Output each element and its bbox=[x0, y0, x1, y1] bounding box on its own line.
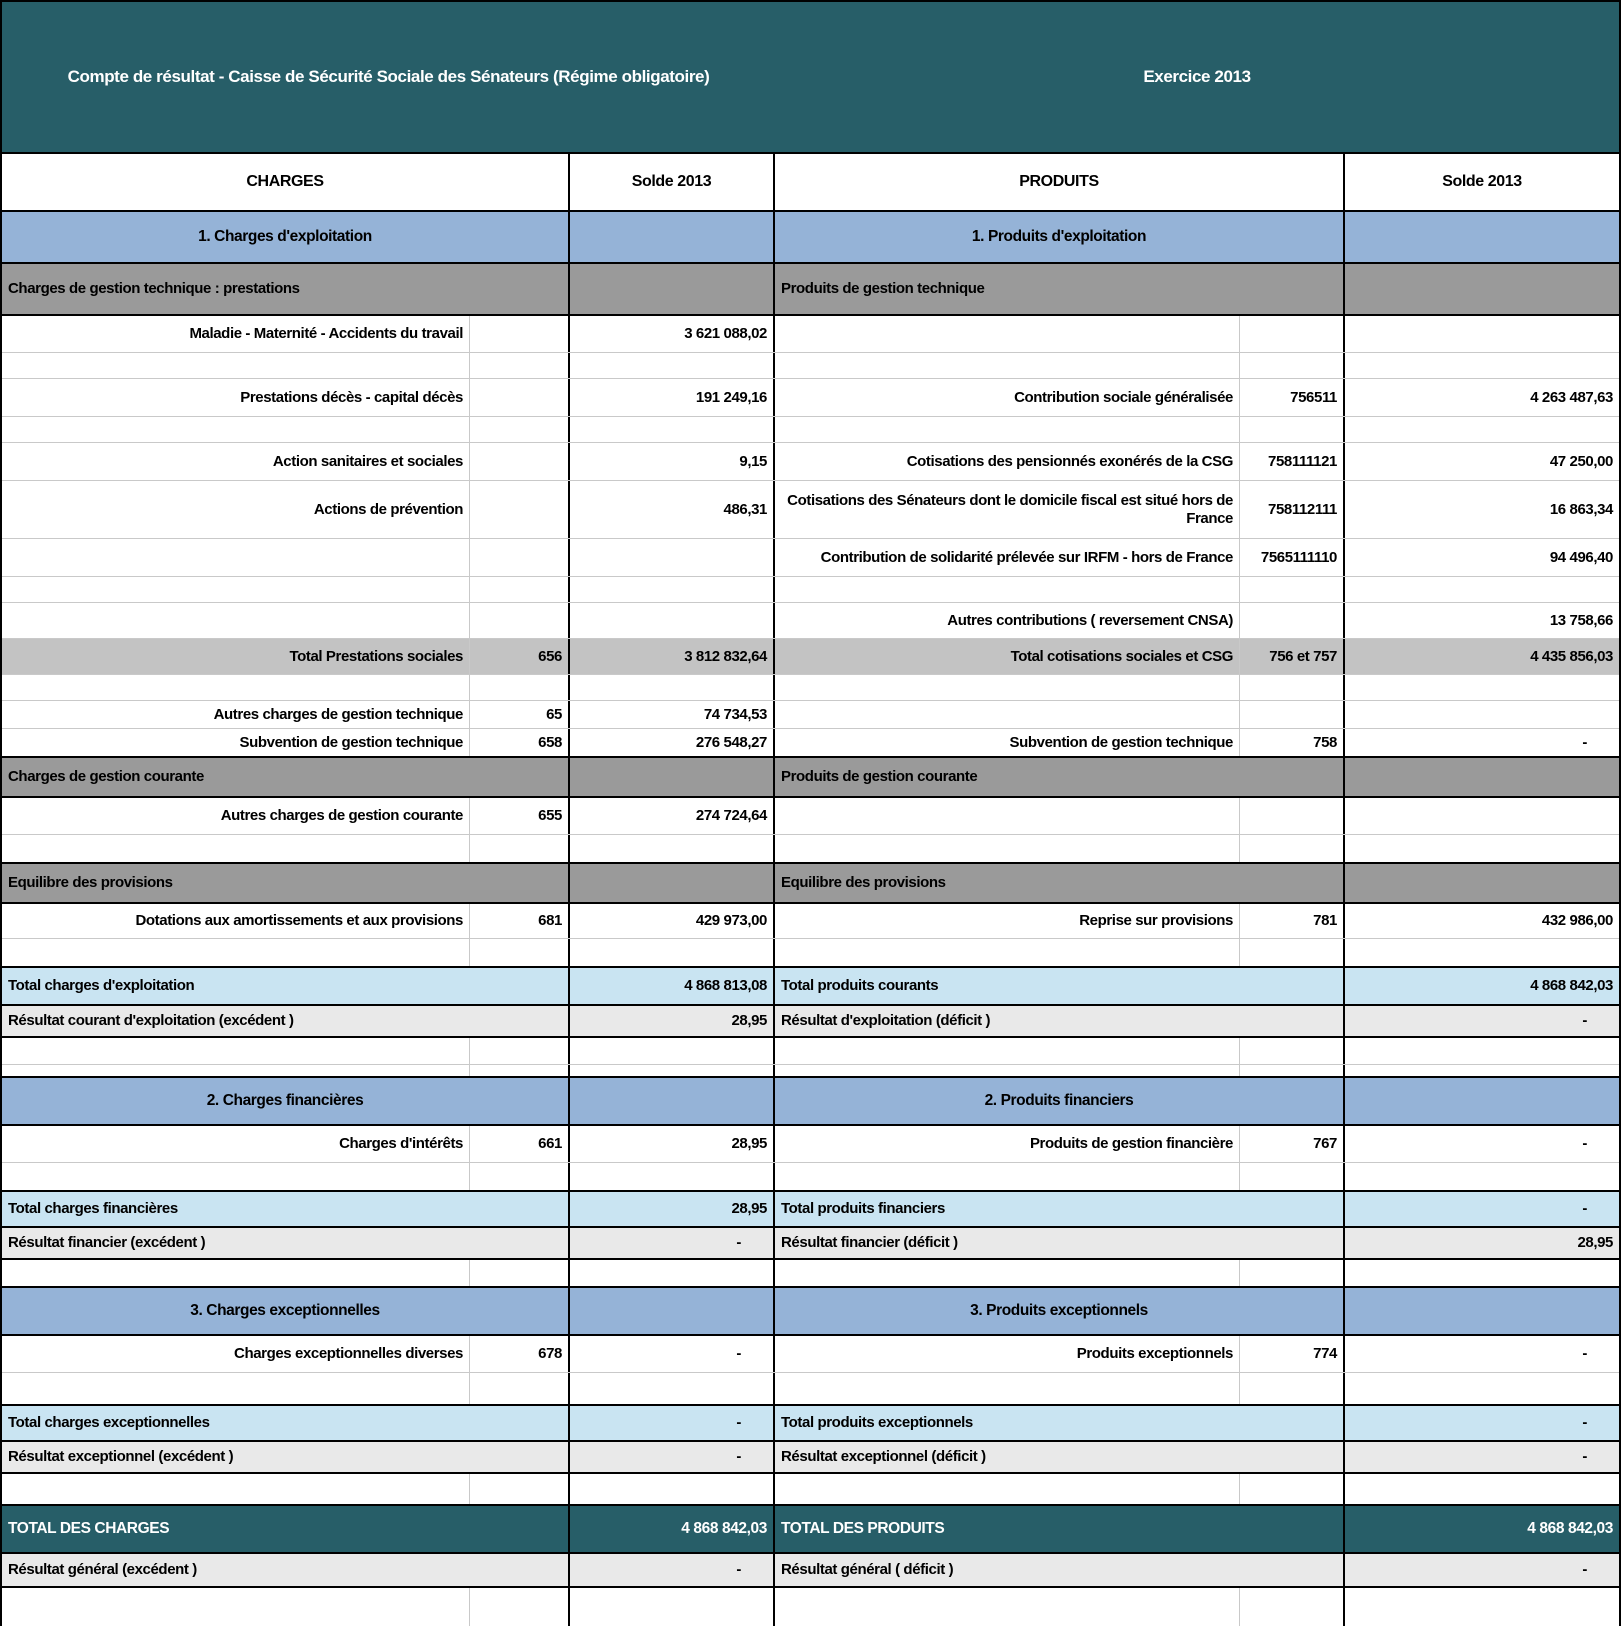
row-code-right bbox=[1240, 1260, 1345, 1286]
table-row bbox=[2, 902, 1619, 938]
row-code-right bbox=[1240, 1038, 1345, 1064]
table-row bbox=[2, 1076, 1619, 1124]
row-value-left: 191 249,16 bbox=[570, 379, 775, 416]
row-code-left bbox=[470, 1474, 570, 1504]
row-value-right bbox=[1345, 835, 1619, 862]
row-label-right: Total cotisations sociales et CSG bbox=[775, 639, 1240, 674]
row-label-left: Charges de gestion courante bbox=[2, 758, 570, 796]
row-label-left: Résultat courant d'exploitation (excédent ) bbox=[2, 1006, 570, 1036]
row-value-right bbox=[1345, 212, 1619, 262]
row-value-left: 28,95 bbox=[570, 1192, 775, 1226]
row-value-right: 28,95 bbox=[1345, 1228, 1619, 1258]
row-label-right: Produits de gestion technique bbox=[775, 264, 1345, 314]
row-value-left: 486,31 bbox=[570, 481, 775, 538]
row-value-right bbox=[1345, 1588, 1619, 1626]
row-code-left bbox=[470, 1588, 570, 1626]
row-label-right: 3. Produits exceptionnels bbox=[775, 1288, 1345, 1334]
table-row bbox=[2, 1472, 1619, 1504]
row-value-left bbox=[570, 1038, 775, 1064]
row-value-left bbox=[570, 864, 775, 902]
row-label-left: Prestations décès - capital décès bbox=[2, 379, 470, 416]
row-value-left bbox=[570, 1474, 775, 1504]
table-row bbox=[2, 416, 1619, 442]
row-value-left bbox=[570, 939, 775, 966]
table-row bbox=[2, 796, 1619, 834]
row-label-left: Charges d'intérêts bbox=[2, 1126, 470, 1162]
row-label-left: 3. Charges exceptionnelles bbox=[2, 1288, 570, 1334]
row-value-left: 4 868 813,08 bbox=[570, 968, 775, 1004]
row-value-left: 429 973,00 bbox=[570, 904, 775, 938]
row-code-right bbox=[1240, 675, 1345, 700]
row-label-right bbox=[775, 835, 1240, 862]
row-value-left bbox=[570, 758, 775, 796]
table-row bbox=[2, 638, 1619, 674]
row-label-right: Résultat d'exploitation (déficit ) bbox=[775, 1006, 1345, 1036]
row-label-right: Equilibre des provisions bbox=[775, 864, 1345, 902]
row-code-right: 7565111110 bbox=[1240, 539, 1345, 576]
row-value-right bbox=[1345, 675, 1619, 700]
row-code-right bbox=[1240, 603, 1345, 638]
table-row bbox=[2, 938, 1619, 966]
row-value-right bbox=[1345, 353, 1619, 378]
row-value-left: 276 548,27 bbox=[570, 729, 775, 756]
row-code-right bbox=[1240, 316, 1345, 352]
row-code-right bbox=[1240, 701, 1345, 728]
row-label-left: Autres charges de gestion technique bbox=[2, 701, 470, 728]
row-value-right bbox=[1345, 701, 1619, 728]
row-value-right bbox=[1345, 1078, 1619, 1124]
title-band bbox=[2, 2, 1619, 152]
row-label-right: Subvention de gestion technique bbox=[775, 729, 1240, 756]
row-value-left: 3 621 088,02 bbox=[570, 316, 775, 352]
row-value-left bbox=[570, 1288, 775, 1334]
row-code-left: 656 bbox=[470, 639, 570, 674]
row-value-right bbox=[1345, 1288, 1619, 1334]
row-label-right: Autres contributions ( reversement CNSA) bbox=[775, 603, 1240, 638]
table-row bbox=[2, 1190, 1619, 1226]
row-code-left bbox=[470, 1260, 570, 1286]
column-header-solde-right: Solde 2013 bbox=[1345, 154, 1619, 210]
row-code-right: 758 bbox=[1240, 729, 1345, 756]
row-label-right bbox=[775, 577, 1240, 602]
column-header-produits: PRODUITS bbox=[775, 154, 1345, 210]
row-value-right bbox=[1345, 417, 1619, 442]
row-value-right bbox=[1345, 1260, 1619, 1286]
table-row bbox=[2, 1064, 1619, 1076]
row-value-left: 28,95 bbox=[570, 1126, 775, 1162]
row-value-left: - bbox=[570, 1336, 775, 1372]
row-value-left: 274 724,64 bbox=[570, 798, 775, 834]
row-code-left: 65 bbox=[470, 701, 570, 728]
table-row bbox=[2, 602, 1619, 638]
row-code-right bbox=[1240, 1065, 1345, 1076]
row-value-left bbox=[570, 1163, 775, 1190]
row-value-left bbox=[570, 835, 775, 862]
row-label-right bbox=[775, 1588, 1240, 1626]
row-label-left: Equilibre des provisions bbox=[2, 864, 570, 902]
table-row bbox=[2, 756, 1619, 796]
row-label-left: Subvention de gestion technique bbox=[2, 729, 470, 756]
row-label-right bbox=[775, 939, 1240, 966]
row-value-right: - bbox=[1345, 1006, 1619, 1036]
row-code-left bbox=[470, 316, 570, 352]
row-label-right: Produits de gestion courante bbox=[775, 758, 1345, 796]
row-value-right: 4 263 487,63 bbox=[1345, 379, 1619, 416]
row-label-right bbox=[775, 316, 1240, 352]
row-value-right bbox=[1345, 577, 1619, 602]
row-label-right bbox=[775, 1065, 1240, 1076]
row-value-right: 94 496,40 bbox=[1345, 539, 1619, 576]
row-label-left: Dotations aux amortissements et aux provisions bbox=[2, 904, 470, 938]
row-code-right bbox=[1240, 1373, 1345, 1404]
table-row bbox=[2, 966, 1619, 1004]
row-code-left bbox=[470, 417, 570, 442]
table-row bbox=[2, 1552, 1619, 1586]
row-code-right: 756 et 757 bbox=[1240, 639, 1345, 674]
row-value-right bbox=[1345, 1373, 1619, 1404]
table-row bbox=[2, 1334, 1619, 1372]
row-value-left bbox=[570, 1078, 775, 1124]
row-label-left: Total charges exceptionnelles bbox=[2, 1406, 570, 1440]
row-label-left: Total charges d'exploitation bbox=[2, 968, 570, 1004]
row-code-right: 781 bbox=[1240, 904, 1345, 938]
row-code-left bbox=[470, 1163, 570, 1190]
row-label-right bbox=[775, 1163, 1240, 1190]
row-label-left: TOTAL DES CHARGES bbox=[2, 1506, 570, 1552]
row-value-right: 13 758,66 bbox=[1345, 603, 1619, 638]
row-label-left bbox=[2, 1163, 470, 1190]
row-code-right: 774 bbox=[1240, 1336, 1345, 1372]
row-label-right bbox=[775, 798, 1240, 834]
row-value-left bbox=[570, 603, 775, 638]
row-value-right bbox=[1345, 798, 1619, 834]
column-header-solde-left: Solde 2013 bbox=[570, 154, 775, 210]
row-value-right bbox=[1345, 316, 1619, 352]
table-row bbox=[2, 1440, 1619, 1472]
row-label-right: Produits exceptionnels bbox=[775, 1336, 1240, 1372]
row-label-right: Cotisations des pensionnés exonérés de la CSG bbox=[775, 443, 1240, 480]
row-code-left bbox=[470, 1065, 570, 1076]
table-row bbox=[2, 442, 1619, 480]
row-label-left bbox=[2, 1038, 470, 1064]
row-label-right: Total produits financiers bbox=[775, 1192, 1345, 1226]
row-code-right: 758111121 bbox=[1240, 443, 1345, 480]
table-row bbox=[2, 1372, 1619, 1404]
row-code-right bbox=[1240, 1163, 1345, 1190]
row-label-right bbox=[775, 1373, 1240, 1404]
row-code-left: 658 bbox=[470, 729, 570, 756]
table-row bbox=[2, 1586, 1619, 1626]
row-label-left bbox=[2, 603, 470, 638]
row-value-left: 4 868 842,03 bbox=[570, 1506, 775, 1552]
row-value-right: - bbox=[1345, 1126, 1619, 1162]
table-row bbox=[2, 1162, 1619, 1190]
row-code-left bbox=[470, 353, 570, 378]
table-row bbox=[2, 1504, 1619, 1552]
row-value-left bbox=[570, 1260, 775, 1286]
table-row bbox=[2, 262, 1619, 314]
table-row bbox=[2, 576, 1619, 602]
row-value-right bbox=[1345, 1065, 1619, 1076]
row-label-left: Résultat financier (excédent ) bbox=[2, 1228, 570, 1258]
row-value-right: 432 986,00 bbox=[1345, 904, 1619, 938]
row-label-left: 2. Charges financières bbox=[2, 1078, 570, 1124]
table-row bbox=[2, 1004, 1619, 1036]
row-value-right bbox=[1345, 1474, 1619, 1504]
row-label-left: 1. Charges d'exploitation bbox=[2, 212, 570, 262]
row-value-left: 74 734,53 bbox=[570, 701, 775, 728]
row-code-left bbox=[470, 443, 570, 480]
row-code-right bbox=[1240, 835, 1345, 862]
row-label-left: Total charges financières bbox=[2, 1192, 570, 1226]
row-code-left bbox=[470, 675, 570, 700]
row-value-left bbox=[570, 1065, 775, 1076]
row-label-right bbox=[775, 1474, 1240, 1504]
row-label-left bbox=[2, 353, 470, 378]
row-value-right: - bbox=[1345, 1442, 1619, 1472]
row-value-right: - bbox=[1345, 729, 1619, 756]
row-value-left bbox=[570, 675, 775, 700]
row-label-left: Actions de prévention bbox=[2, 481, 470, 538]
row-code-left bbox=[470, 939, 570, 966]
table-row bbox=[2, 1258, 1619, 1286]
row-label-right bbox=[775, 353, 1240, 378]
table-row bbox=[2, 674, 1619, 700]
row-value-right: 4 868 842,03 bbox=[1345, 968, 1619, 1004]
row-label-right: Résultat financier (déficit ) bbox=[775, 1228, 1345, 1258]
row-label-left: Action sanitaires et sociales bbox=[2, 443, 470, 480]
row-code-left bbox=[470, 539, 570, 576]
row-value-left bbox=[570, 264, 775, 314]
table-row bbox=[2, 1286, 1619, 1334]
row-code-left: 655 bbox=[470, 798, 570, 834]
row-label-left: Charges exceptionnelles diverses bbox=[2, 1336, 470, 1372]
row-code-right bbox=[1240, 1588, 1345, 1626]
row-value-right: - bbox=[1345, 1336, 1619, 1372]
exercice-label: Exercice 2013 bbox=[1143, 67, 1251, 86]
row-code-left bbox=[470, 835, 570, 862]
row-label-left bbox=[2, 939, 470, 966]
row-value-right: 47 250,00 bbox=[1345, 443, 1619, 480]
row-label-right bbox=[775, 417, 1240, 442]
table-row bbox=[2, 378, 1619, 416]
row-label-left bbox=[2, 1474, 470, 1504]
row-label-right: 2. Produits financiers bbox=[775, 1078, 1345, 1124]
row-label-right: Total produits exceptionnels bbox=[775, 1406, 1345, 1440]
row-label-right: Contribution de solidarité prélevée sur IRFM - hors de France bbox=[775, 539, 1240, 576]
table-row bbox=[2, 1404, 1619, 1440]
row-label-left: Résultat exceptionnel (excédent ) bbox=[2, 1442, 570, 1472]
row-label-right: Cotisations des Sénateurs dont le domicile fiscal est situé hors de France bbox=[775, 481, 1240, 538]
row-code-right bbox=[1240, 798, 1345, 834]
row-label-left: Total Prestations sociales bbox=[2, 639, 470, 674]
row-value-right: - bbox=[1345, 1406, 1619, 1440]
page-title: Compte de résultat - Caisse de Sécurité Sociale des Sénateurs (Régime obligatoire) bbox=[67, 67, 710, 86]
row-code-right: 756511 bbox=[1240, 379, 1345, 416]
table-body bbox=[2, 152, 1619, 1626]
row-code-left bbox=[470, 481, 570, 538]
row-value-left bbox=[570, 212, 775, 262]
row-value-left bbox=[570, 417, 775, 442]
row-value-right bbox=[1345, 1038, 1619, 1064]
row-code-left bbox=[470, 603, 570, 638]
table-row bbox=[2, 1226, 1619, 1258]
row-code-right bbox=[1240, 1474, 1345, 1504]
row-value-right: 4 868 842,03 bbox=[1345, 1506, 1619, 1552]
row-label-left bbox=[2, 675, 470, 700]
row-label-left bbox=[2, 1065, 470, 1076]
row-value-left bbox=[570, 539, 775, 576]
row-value-left: 3 812 832,64 bbox=[570, 639, 775, 674]
row-code-left: 678 bbox=[470, 1336, 570, 1372]
row-code-right: 767 bbox=[1240, 1126, 1345, 1162]
row-value-right bbox=[1345, 864, 1619, 902]
row-code-left bbox=[470, 577, 570, 602]
table-row bbox=[2, 862, 1619, 902]
row-value-left bbox=[570, 353, 775, 378]
row-label-left bbox=[2, 577, 470, 602]
row-value-right: - bbox=[1345, 1192, 1619, 1226]
row-value-left bbox=[570, 1373, 775, 1404]
row-code-left bbox=[470, 379, 570, 416]
row-code-left: 681 bbox=[470, 904, 570, 938]
row-value-left: - bbox=[570, 1228, 775, 1258]
row-label-right: Résultat exceptionnel (déficit ) bbox=[775, 1442, 1345, 1472]
row-value-right bbox=[1345, 1163, 1619, 1190]
row-value-right bbox=[1345, 264, 1619, 314]
row-label-left bbox=[2, 417, 470, 442]
row-code-right: 758112111 bbox=[1240, 481, 1345, 538]
row-label-left bbox=[2, 1260, 470, 1286]
row-label-right: Total produits courants bbox=[775, 968, 1345, 1004]
table-row bbox=[2, 1124, 1619, 1162]
row-value-left: 9,15 bbox=[570, 443, 775, 480]
row-label-right: Produits de gestion financière bbox=[775, 1126, 1240, 1162]
row-label-right bbox=[775, 701, 1240, 728]
row-code-left bbox=[470, 1373, 570, 1404]
table-row bbox=[2, 538, 1619, 576]
row-value-left: - bbox=[570, 1406, 775, 1440]
table-row bbox=[2, 1036, 1619, 1064]
table-row bbox=[2, 352, 1619, 378]
row-value-left: 28,95 bbox=[570, 1006, 775, 1036]
row-label-left: Autres charges de gestion courante bbox=[2, 798, 470, 834]
row-label-right: Résultat général ( déficit ) bbox=[775, 1554, 1345, 1586]
row-label-right bbox=[775, 675, 1240, 700]
row-value-right bbox=[1345, 758, 1619, 796]
row-label-left: Charges de gestion technique : prestations bbox=[2, 264, 570, 314]
table-row bbox=[2, 700, 1619, 728]
row-label-left bbox=[2, 539, 470, 576]
row-label-right: Contribution sociale généralisée bbox=[775, 379, 1240, 416]
table-row bbox=[2, 728, 1619, 756]
row-label-right bbox=[775, 1260, 1240, 1286]
row-label-left: Résultat général (excédent ) bbox=[2, 1554, 570, 1586]
row-label-left bbox=[2, 835, 470, 862]
row-label-right: Reprise sur provisions bbox=[775, 904, 1240, 938]
row-code-right bbox=[1240, 353, 1345, 378]
row-label-right: 1. Produits d'exploitation bbox=[775, 212, 1345, 262]
table-row bbox=[2, 834, 1619, 862]
row-code-left: 661 bbox=[470, 1126, 570, 1162]
row-label-left bbox=[2, 1588, 470, 1626]
row-label-right: TOTAL DES PRODUITS bbox=[775, 1506, 1345, 1552]
row-label-right bbox=[775, 1038, 1240, 1064]
table-row bbox=[2, 480, 1619, 538]
row-value-left: - bbox=[570, 1442, 775, 1472]
row-code-right bbox=[1240, 577, 1345, 602]
row-value-left bbox=[570, 1588, 775, 1626]
column-header-charges: CHARGES bbox=[2, 154, 570, 210]
row-value-right: 4 435 856,03 bbox=[1345, 639, 1619, 674]
row-value-left bbox=[570, 577, 775, 602]
row-code-right bbox=[1240, 417, 1345, 442]
row-label-left: Maladie - Maternité - Accidents du travail bbox=[2, 316, 470, 352]
table-row bbox=[2, 210, 1619, 262]
row-value-right: - bbox=[1345, 1554, 1619, 1586]
row-value-right bbox=[1345, 939, 1619, 966]
table-row bbox=[2, 152, 1619, 210]
row-label-left bbox=[2, 1373, 470, 1404]
row-value-right: 16 863,34 bbox=[1345, 481, 1619, 538]
row-code-right bbox=[1240, 939, 1345, 966]
table-row bbox=[2, 314, 1619, 352]
row-value-left: - bbox=[570, 1554, 775, 1586]
row-code-left bbox=[470, 1038, 570, 1064]
